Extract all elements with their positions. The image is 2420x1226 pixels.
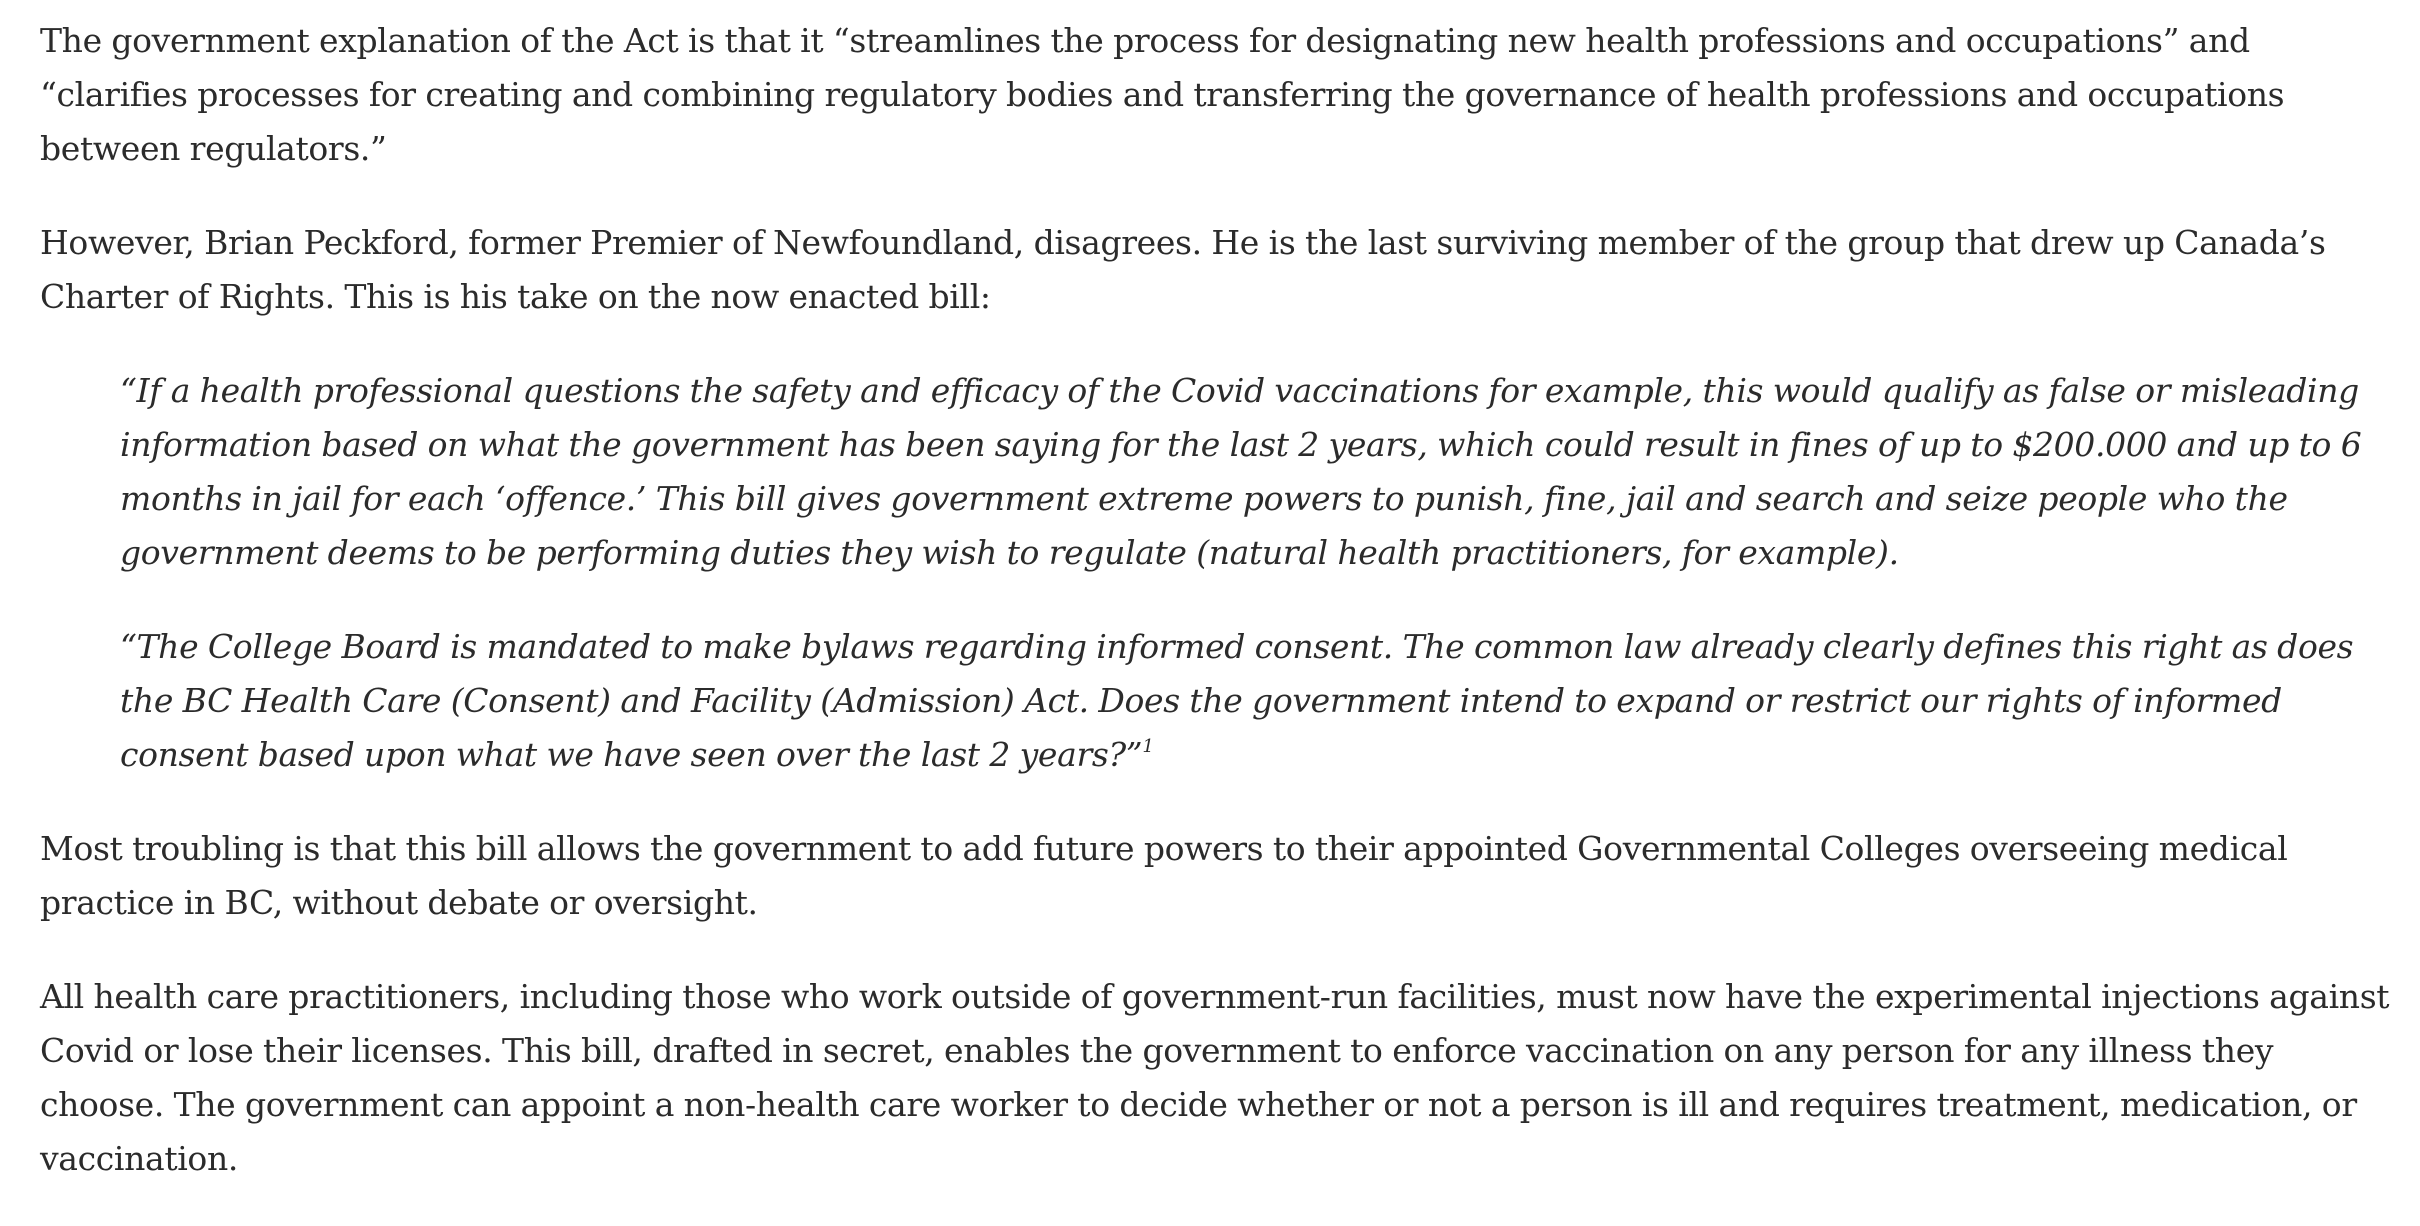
article-body: [40, 14, 2400, 1226]
quote-paragraph-consent: [120, 620, 2400, 782]
blockquote-peckford: [120, 364, 2400, 782]
paragraph-practitioners: All health care practitioners, including those who work outside of government-run facilities, must now have the experimental injections against Covid or lose their licenses. This bill, drafted in secret, enables the government to enforce vaccination on any person for any illness they choose. The government can appoint a non-health care worker to decide whether or not a person is ill and requires treatment, medication, or vaccination.: [40, 977, 2390, 1178]
quote-paragraph-consent-text: “The College Board is mandated to make bylaws regarding informed consent. The common law already clearly defines this right as does the BC Health Care (Consent) and Facility (Admission) Act. Does the government intend to expand or restrict our rights of informed consent based upon what we have seen over the last 2 years?”: [120, 627, 2354, 774]
paragraph-act-explanation: The government explanation of the Act is that it “streamlines the process for designating new health professions and occupations” and “clarifies processes for creating and combining regulatory bodies and transferring the governance of health professions and occupations between regulators.”: [40, 21, 2285, 168]
footnote-link[interactable]: 1: [1142, 736, 1154, 758]
paragraph-troubling: Most troubling is that this bill allows the government to add future powers to their appointed Governmental Colleges overseeing medical practice in BC, without debate or oversight.: [40, 829, 2288, 922]
quote-paragraph-fines: “If a health professional questions the safety and efficacy of the Covid vaccinations for example, this would qualify as false or misleading information based on what the government has been saying for the last 2 years, which could result in fines of up to $200.000 and up to 6 months in jail for each ‘offence.’ This bill gives government extreme powers to punish, fine, jail and search and seize people who the government deems to be performing duties they wish to regulate (natural health practitioners, for example).: [120, 371, 2362, 572]
paragraph-peckford-intro: However, Brian Peckford, former Premier of Newfoundland, disagrees. He is the last surviving member of the group that drew up Canada’s Charter of Rights. This is his take on the now enacted bill:: [40, 223, 2326, 316]
